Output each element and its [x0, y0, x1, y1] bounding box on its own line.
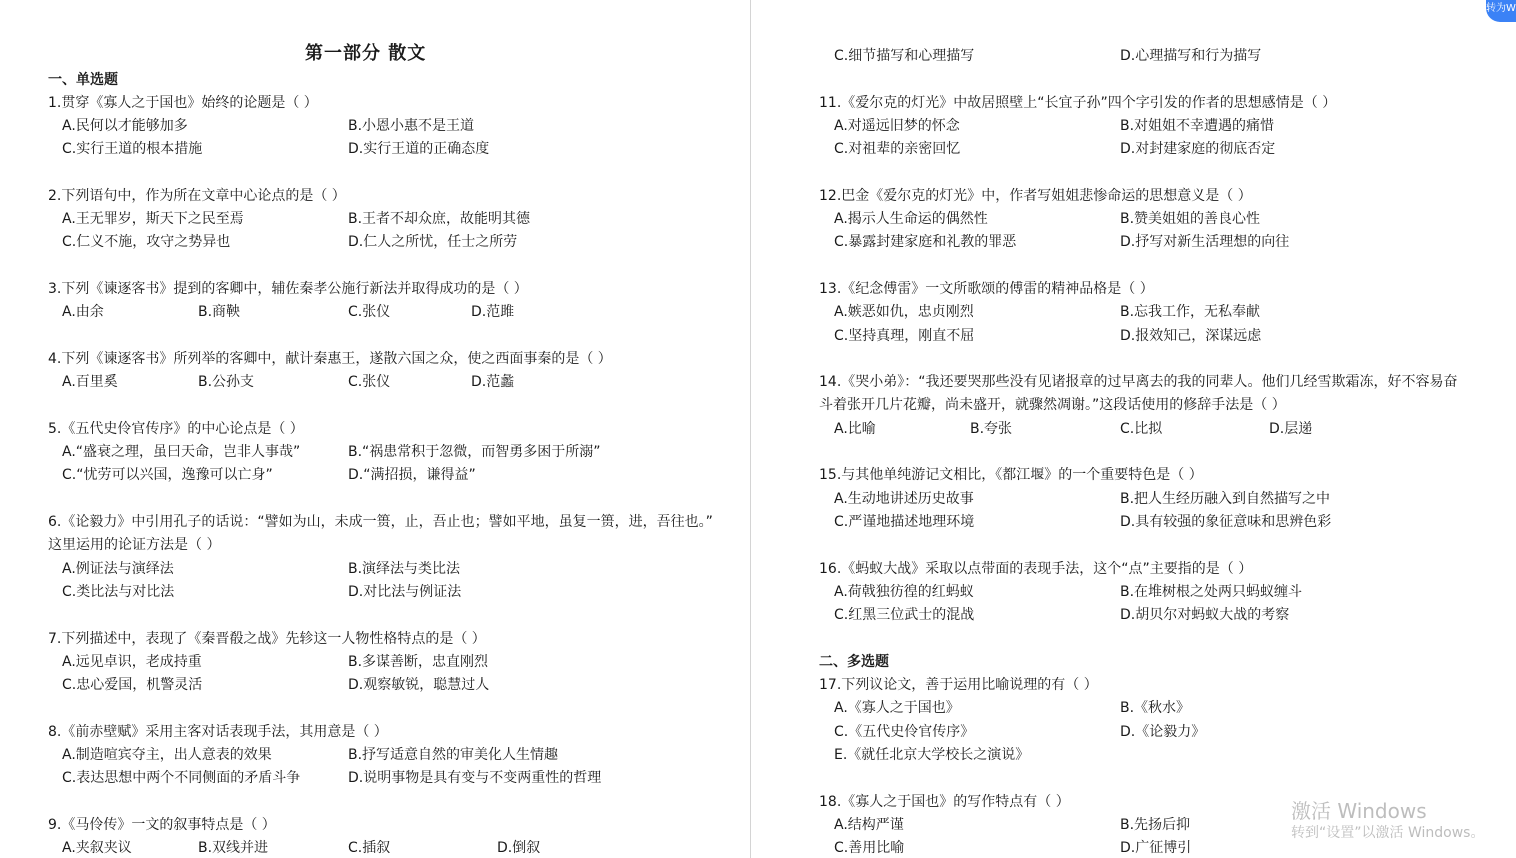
- option-13c: C.坚持真理，刚直不屈: [834, 328, 975, 344]
- question-14-continued: 斗着张开几片花瓣，尚未盛开，就骤然凋谢。”这段话使用的修辞手法是（ ）: [819, 397, 1286, 413]
- option-9d: D.倒叙: [497, 840, 541, 856]
- option-12c: C.暴露封建家庭和礼教的罪恶: [834, 234, 1017, 250]
- option-5d: D.“满招损，谦得益”: [348, 467, 476, 483]
- option-14c: C.比拟: [1120, 421, 1163, 437]
- question-12: 12.巴金《爱尔克的灯光》中，作者写姐姐悲惨命运的思想意义是（ ）: [819, 188, 1252, 204]
- page-title: 第一部分 散文: [305, 43, 427, 64]
- option-2b: B.王者不却众庶，故能明其德: [348, 211, 531, 227]
- option-16b: B.在堆树根之处两只蚂蚁缠斗: [1120, 584, 1303, 600]
- option-4b: B.公孙支: [198, 374, 255, 390]
- question-11: 11.《爱尔克的灯光》中故居照壁上“长宜子孙”四个字引发的作者的思想感情是（ ）: [819, 95, 1337, 111]
- question-5: 5.《五代史伶官传序》的中心论点是（ ）: [48, 421, 304, 437]
- option-12d: D.抒写对新生活理想的向往: [1120, 234, 1290, 250]
- option-1a: A.民何以才能够加多: [62, 118, 188, 134]
- option-8c: C.表达思想中两个不同侧面的矛盾斗争: [62, 770, 301, 786]
- option-10d: D.心理描写和行为描写: [1120, 48, 1262, 64]
- option-13d: D.报效知己，深谋远虑: [1120, 328, 1262, 344]
- option-6d: D.对比法与例证法: [348, 584, 462, 600]
- option-8a: A.制造喧宾夺主，出人意表的效果: [62, 747, 272, 763]
- option-2c: C.仁义不施，攻守之势异也: [62, 234, 231, 250]
- option-6a: A.例证法与演绎法: [62, 561, 174, 577]
- option-17d: D.《论毅力》: [1120, 724, 1206, 740]
- windows-activation-watermark-title: 激活 Windows: [1291, 799, 1427, 823]
- question-14: 14.《哭小弟》：“我还要哭那些没有见诸报章的过早离去的我的同辈人。他们几经雪欺霜冻，好不容易奋: [819, 374, 1458, 390]
- option-2a: A.王无罪岁，斯天下之民至焉: [62, 211, 244, 227]
- option-5c: C.“忧劳可以兴国，逸豫可以亡身”: [62, 467, 273, 483]
- option-5a: A.“盛衰之理，虽曰天命，岂非人事哉”: [62, 444, 301, 460]
- option-9c: C.插叙: [348, 840, 391, 856]
- question-9: 9.《马伶传》一文的叙事特点是（ ）: [48, 817, 276, 833]
- option-4c: C.张仪: [348, 374, 391, 390]
- question-3: 3.下列《谏逐客书》提到的客卿中，辅佐秦孝公施行新法并取得成功的是（ ）: [48, 281, 528, 297]
- question-13: 13.《纪念傅雷》一文所歌颂的傅雷的精神品格是（ ）: [819, 281, 1154, 297]
- option-3b: B.商鞅: [198, 304, 241, 320]
- option-11b: B.对姐姐不幸遭遇的痛惜: [1120, 118, 1275, 134]
- option-6b: B.演绎法与类比法: [348, 561, 461, 577]
- option-8b: B.抒写适意自然的审美化人生情趣: [348, 747, 559, 763]
- option-18b: B.先扬后抑: [1120, 817, 1191, 833]
- option-18a: A.结构严谨: [834, 817, 904, 833]
- question-6: 6.《论毅力》中引用孔子的话说：“譬如为山，未成一篑，止，吾止也；譬如平地，虽复一篑，进，吾往也。”: [48, 514, 713, 530]
- option-3d: D.范雎: [471, 304, 515, 320]
- option-7b: B.多谋善断，忠直刚烈: [348, 654, 489, 670]
- option-17b: B.《秋水》: [1120, 700, 1191, 716]
- option-18d: D.广征博引: [1120, 840, 1192, 856]
- option-7d: D.观察敏锐，聪慧过人: [348, 677, 490, 693]
- left-page: [0, 0, 750, 858]
- option-14d: D.层递: [1269, 421, 1313, 437]
- option-16d: D.胡贝尔对蚂蚁大战的考察: [1120, 607, 1290, 623]
- option-15a: A.生动地讲述历史故事: [834, 491, 974, 507]
- question-16: 16.《蚂蚁大战》采取以点带面的表现手法，这个“点”主要指的是（ ）: [819, 561, 1253, 577]
- option-14a: A.比喻: [834, 421, 876, 437]
- question-4: 4.下列《谏逐客书》所列举的客卿中，献计秦惠王，遂散六国之众，使之西面事秦的是（ ）: [48, 351, 612, 367]
- option-1c: C.实行王道的根本措施: [62, 141, 203, 157]
- option-17a: A.《寡人之于国也》: [834, 700, 960, 716]
- question-2: 2.下列语句中，作为所在文章中心论点的是（ ）: [48, 188, 346, 204]
- option-11c: C.对祖辈的亲密回忆: [834, 141, 961, 157]
- right-page: [752, 0, 1516, 858]
- option-7c: C.忠心爱国，机警灵活: [62, 677, 203, 693]
- section-heading-multiple-choice: 二、多选题: [819, 654, 889, 670]
- page-divider: [750, 0, 751, 858]
- question-1: 1.贯穿《寡人之于国也》始终的论题是（ ）: [48, 95, 318, 111]
- option-1b: B.小恩小惠不是王道: [348, 118, 475, 134]
- option-12a: A.揭示人生命运的偶然性: [834, 211, 988, 227]
- option-9b: B.双线并进: [198, 840, 269, 856]
- option-2d: D.仁人之所忧，任士之所劳: [348, 234, 518, 250]
- option-18c: C.善用比喻: [834, 840, 905, 856]
- option-15b: B.把人生经历融入到自然描写之中: [1120, 491, 1331, 507]
- option-12b: B.赞美姐姐的善良心性: [1120, 211, 1261, 227]
- option-6c: C.类比法与对比法: [62, 584, 175, 600]
- option-4a: A.百里奚: [62, 374, 118, 390]
- option-11d: D.对封建家庭的彻底否定: [1120, 141, 1276, 157]
- option-3c: C.张仪: [348, 304, 391, 320]
- option-8d: D.说明事物是具有变与不变两重性的哲理: [348, 770, 602, 786]
- option-5b: B.“祸患常积于忽微，而智勇多困于所溺”: [348, 444, 601, 460]
- question-8: 8.《前赤壁赋》采用主客对话表现手法，其用意是（ ）: [48, 724, 388, 740]
- option-16a: A.荷戟独彷徨的红蚂蚁: [834, 584, 974, 600]
- option-13b: B.忘我工作，无私奉献: [1120, 304, 1261, 320]
- section-heading-single-choice: 一、单选题: [48, 72, 118, 88]
- question-17: 17.下列议论文，善于运用比喻说理的有（ ）: [819, 677, 1098, 693]
- option-16c: C.红黑三位武士的混战: [834, 607, 975, 623]
- option-1d: D.实行王道的正确态度: [348, 141, 490, 157]
- convert-to-word-button[interactable]: 转为W: [1486, 0, 1516, 22]
- option-15c: C.严谨地描述地理环境: [834, 514, 975, 530]
- option-17e: E.《就任北京大学校长之演说》: [834, 747, 1030, 763]
- option-17c: C.《五代史伶官传序》: [834, 724, 975, 740]
- option-15d: D.具有较强的象征意味和思辨色彩: [1120, 514, 1332, 530]
- option-9a: A.夹叙夹议: [62, 840, 132, 856]
- question-15: 15.与其他单纯游记文相比，《都江堰》的一个重要特色是（ ）: [819, 467, 1203, 483]
- windows-activation-watermark-subtitle: 转到“设置”以激活 Windows。: [1291, 825, 1485, 841]
- question-7: 7.下列描述中，表现了《秦晋殽之战》先轸这一人物性格特点的是（ ）: [48, 631, 486, 647]
- option-3a: A.由余: [62, 304, 104, 320]
- option-11a: A.对遥远旧梦的怀念: [834, 118, 960, 134]
- option-4d: D.范蠡: [471, 374, 515, 390]
- question-6-continued: 这里运用的论证方法是（ ）: [48, 537, 221, 553]
- question-18: 18.《寡人之于国也》的写作特点有（ ）: [819, 794, 1070, 810]
- option-14b: B.夸张: [970, 421, 1013, 437]
- option-13a: A.嫉恶如仇，忠贞刚烈: [834, 304, 974, 320]
- option-10c: C.细节描写和心理描写: [834, 48, 975, 64]
- option-7a: A.远见卓识，老成持重: [62, 654, 202, 670]
